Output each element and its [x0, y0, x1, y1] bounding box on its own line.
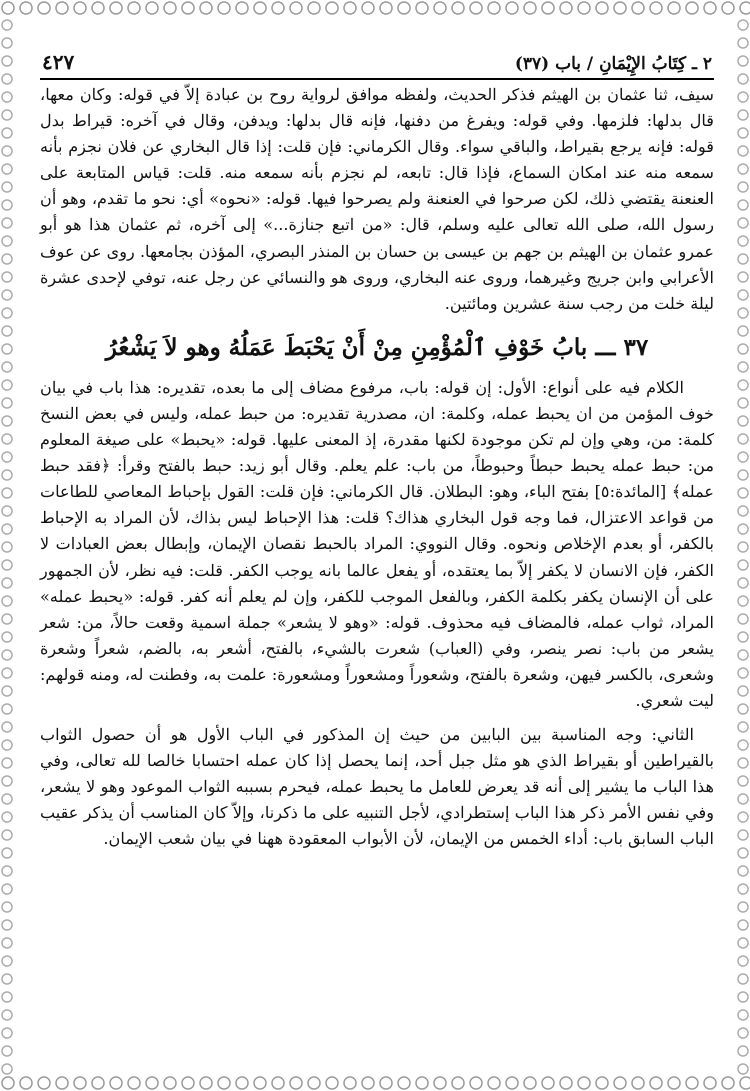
page-number: ٤٢٧ — [42, 50, 75, 74]
chapter-heading: ٣٧ ـــ بابُ خَوْفِ ٱلْمُؤْمِنِ مِنْ أَنْ يَحْبَطَ عَمَلُهُ وهو لاَ يَشْعُرُ — [105, 333, 649, 361]
ornamental-border-left — [0, 16, 14, 1075]
page-body — [40, 40, 714, 1067]
running-header — [40, 40, 714, 80]
ornamental-border-right — [736, 16, 750, 1075]
paragraph-3: الثاني: وجه المناسبة بين البابين من حيث إن المذكور في الباب الأول هو أن حصول الثواب بالقيراطين أو بقيراط الذي هو مثل جبل أحد، إنما يحصل إذا كان عمله احتسابا خالصا لله تعالى، وفي هذا الباب ما يشير إلى أنه قد يعرض للعامل ما يحبط عمله، فيحرم بسببه الثواب الموعود وهو لا يشعر، وفي نفس الأمر ذكر هذا الباب إستطرادي، لأجل التنبيه على ما ذكرنا، وإلاّ كان المناسب أن يذكر عقيب الباب السابق باب: أداء الخمس من الإيمان، لأن الأبواب المعقودة ههنا في بيان شعب الإيمان. — [40, 725, 714, 849]
paragraph-2: الكلام فيه على أنواع: الأول: إن قوله: باب، مرفوع مضاف إلى ما بعده، تقديره: هذا باب في بيان خوف المؤمن من ان يحبط عمله، وكلمة: ان، مصدرية تقديره: من حبط عمله، وليس في بعض النسخ كلمة: من، وهي وإن لم تكن موجودة لكنها مقدرة، إذ المعنى عليها. قوله: «يحبط» على صيغة المعلوم من: حبط عمله يحبط حبطاً وحبوطاً، من باب: علم يعلم. وقال أبو زيد: حبط بالفتح وقرأ: ﴿فقد حبط عمله﴾ [المائدة:٥] بفتح الباء، وهو: البطلان. قال الكرماني: فإن قلت: القول بإحباط المعاصي للطاعات من قواعد الاعتزال، فما وجه قول البخاري هذاك؟ قلت: هذا الإحباط ليس بذاك، لأن المراد به الإحباط بالكفر، أو بعدم الإخلاص ونحوه. وقال النووي: المراد بالحبط نقصان الإيمان، وإبطال بعض العبادات لا الكفر، فإن الانسان لا يكفر إلاّ بما يعتقده، أو يفعل عالما بانه يوجب الكفر. قلت: فيه نظر، لأن الجمهور على أن الإنسان يكفر بكلمة الكفر، وبالفعل الموجب للكفر، وإن لم يعلم أنه كفر. قوله: «يحبط عمله» المراد، ثواب عمله، فالمضاف فيه محذوف. قوله: «وهو لا يشعر» جملة اسمية وقعت حالاً، من: شعر يشعر من باب: نصر ينصر، وفي (العباب) شعرت بالشيء، بالفتح، أشعر به، بالضم، شعراً وشعرة وشعرى، بالكسر فيهن، وشعرة بالفتح، وشعوراً ومشعوراً ومشعورة: علمت به، وفطنت له، ومنه قولهم: ليت شعري. — [40, 377, 715, 710]
running-title: ٢ ـ كِتَابُ الإِيْمَانِ / باب (٣٧) — [514, 54, 712, 74]
ornamental-border-bottom — [0, 1075, 750, 1091]
ornamental-border-top — [0, 0, 750, 16]
paragraph-1: سيف، ثنا عثمان بن الهيثم فذكر الحديث، ولفظه موافق لرواية روح بن عبادة إلاّ في قوله: وكان معها، قال بدلها: فلزمها. وفي قوله: ويفرغ من دفنها، فإنه قال بدلها: ويدفن، وقال في آخره: قيراط بدل قوله: فإنه يرجع بقيراط، والباقي سواء. وقال الكرماني: فإن قلت: إذا قال البخاري عن فلان نجزم بأنه سمعه منه عند امكان السماع، فإذا قال: تابعه، لم نجزم بأنه سمعه منه. قلت: قياس المتابعة على العنعنة يقتضي ذلك، لكن صرحوا في العنعنة ولم يصرحوا فيها. قوله: «نحوه» أي: نحو ما تقدم، وهو أن رسول الله، صلى الله تعالى عليه وسلم، قال: «من اتبع جنازة...» إلى آخره، ثم عثمان هذا هو أبو عمرو عثمان بن الهيثم بن جهم بن عيسى بن حسان بن المنذر البصري، المؤذن بجامعها. روى عن عوف الأعرابي وابن جريج وغيرهما، وروى عنه البخاري، وروى هو والنسائي عن رجل عنه، توفي لإحدى عشرة ليلة خلت من رجب سنة عشرين ومائتين. — [40, 85, 714, 313]
